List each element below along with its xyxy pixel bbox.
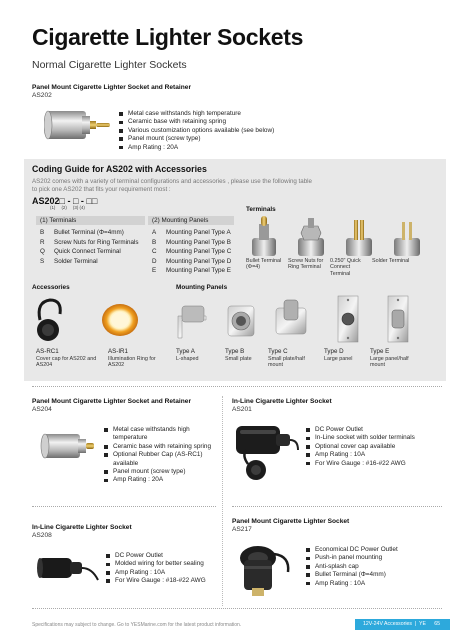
panel-key: B (152, 238, 157, 246)
as202-heading: Panel Mount Cigarette Lighter Socket and Retainer (32, 84, 192, 91)
panel-key: E (152, 267, 157, 274)
panel-label: Mounting Panel Type C (166, 248, 232, 255)
feature-item: For Wire Gauge : #18-#22 AWG (106, 577, 216, 585)
as201-code: AS201 (232, 406, 252, 413)
quick-connect-terminal-icon (346, 220, 372, 256)
terminal-key: B (40, 229, 45, 236)
as202-socket-image (44, 103, 112, 147)
page-subtitle: Normal Cigarette Lighter Sockets (32, 59, 187, 71)
feature-item: Metal case withstands high temperature (119, 110, 419, 118)
footer-section: 12V-24V Accessories | YE (363, 621, 426, 627)
feature-item: Panel mount (screw type) (104, 468, 216, 476)
as204-socket-image (38, 428, 96, 464)
as208-socket-image (36, 550, 100, 586)
feature-item: Various customization options available (see below) (119, 127, 419, 135)
terminal-label: Solder Terminal (54, 257, 98, 265)
feature-item: Amp Rating : 10A (106, 569, 216, 577)
panel-type-code: Type D (324, 348, 344, 355)
terminals-title: Terminals (246, 206, 276, 213)
panel-type-e-icon (388, 296, 408, 342)
panel-type-caption: Small plate (225, 356, 252, 362)
table-row (152, 257, 231, 267)
bullet-terminal-icon (252, 216, 276, 256)
terminal-caption: Bullet Terminal (Φ=4) (246, 258, 282, 271)
table-row (40, 228, 139, 238)
accessory-code: AS-RC1 (36, 348, 59, 355)
terminals-table-header: (1) Terminals (36, 216, 145, 225)
feature-item: Push-in panel mounting (306, 554, 442, 562)
feature-item: Molded wiring for better sealing (106, 560, 216, 568)
as204-features (104, 426, 216, 485)
terminal-key: Q (40, 248, 45, 255)
feature-item: Metal case withstands high temperature (104, 426, 216, 443)
panels-table-header: (2) Mounting Panels (148, 216, 234, 225)
section-divider (32, 386, 442, 387)
feature-item: Anti-splash cap (306, 563, 442, 571)
solder-terminal-icon (394, 222, 420, 256)
terminal-images (246, 216, 442, 260)
terminal-label: Screw Nuts for Ring Terminals (54, 238, 139, 246)
panel-type-d-icon (338, 296, 358, 342)
screw-nut-terminal-icon (298, 218, 324, 256)
panel-type-code: Type C (268, 348, 288, 355)
panel-type-code: Type A (176, 348, 195, 355)
accessory-caption: Illumination Ring for AS202 (108, 356, 156, 369)
panel-type-caption: Large panel (324, 356, 353, 362)
feature-item: Amp Rating : 10A (306, 580, 442, 588)
terminal-label: Bullet Terminal (Φ=4mm) (54, 229, 124, 236)
panel-label: Mounting Panel Type A (166, 229, 231, 236)
as204-heading: Panel Mount Cigarette Lighter Socket and Retainer (32, 398, 192, 405)
feature-item: Optional cover cap available (306, 443, 442, 451)
accessories-title: Accessories (32, 284, 70, 291)
table-row (152, 228, 231, 238)
footer-section-bar (355, 619, 450, 630)
feature-item: Amp Rating : 20A (104, 476, 216, 484)
mounting-panels-title: Mounting Panels (176, 284, 228, 291)
section-divider (32, 506, 216, 507)
table-row (40, 257, 139, 267)
feature-item: Bullet Terminal (Φ=4mm) (306, 571, 442, 579)
feature-item: DC Power Outlet (106, 552, 216, 560)
code-pattern: AS202□ - □ - □□ (32, 196, 98, 206)
feature-item: Amp Rating : 20A (119, 144, 419, 152)
feature-item: For Wire Gauge : #16-#22 AWG (306, 460, 442, 468)
feature-item: In-Line socket with solder terminals (306, 434, 442, 442)
panel-key: A (152, 229, 157, 236)
feature-item: Amp Rating : 10A (306, 451, 442, 459)
panel-label: Mounting Panel Type D (166, 257, 232, 265)
panel-type-code: Type E (370, 348, 390, 355)
as208-heading: In-Line Cigarette Lighter Socket (32, 524, 132, 531)
as204-code: AS204 (32, 406, 52, 413)
panel-label: Mounting Panel Type E (166, 267, 231, 274)
as201-features (306, 426, 442, 468)
table-row (152, 266, 231, 276)
panel-type-caption: Small plate/half mount (268, 356, 305, 369)
panel-key: D (152, 257, 157, 265)
section-divider (32, 608, 442, 609)
feature-item: Economical DC Power Outlet (306, 546, 442, 554)
panel-type-code: Type B (225, 348, 245, 355)
illumination-ring-icon (102, 304, 138, 336)
coding-guide-heading: Coding Guide for AS202 with Accessories (32, 164, 207, 174)
as217-socket-image (236, 542, 296, 598)
as217-heading: Panel Mount Cigarette Lighter Socket (232, 518, 350, 525)
column-divider (222, 396, 223, 606)
as217-code: AS217 (232, 526, 252, 533)
section-divider (232, 506, 442, 507)
terminal-caption: 0.250" Quick Connect Terminal (330, 258, 361, 277)
feature-item: Ceramic base with retaining spring (104, 443, 216, 451)
feature-item: DC Power Outlet (306, 426, 442, 434)
accessories-and-panels-images (32, 294, 442, 346)
panel-label: Mounting Panel Type B (166, 238, 231, 246)
terminal-caption: Solder Terminal (372, 258, 410, 264)
terminals-table (40, 228, 139, 266)
coding-guide-description: AS202 comes with a variety of terminal configurations and accessories , please use the following table to pick one AS202 that fits your requirement most : (32, 178, 312, 194)
as208-code: AS208 (32, 532, 52, 539)
terminal-key: R (40, 238, 45, 246)
footer-note: Specifications may subject to change. Go to YESMarine.com for the latest product information. (32, 622, 242, 628)
panel-type-caption: L-shaped (176, 356, 199, 362)
code-positions: (1) (2) (3) (4) (50, 205, 85, 210)
panel-type-a-icon (178, 306, 206, 338)
cover-cap-icon (37, 300, 60, 341)
table-row (152, 238, 231, 248)
table-row (40, 238, 139, 248)
feature-item: Ceramic base with retaining spring (119, 118, 419, 126)
table-row (40, 247, 139, 257)
as202-features (119, 110, 419, 152)
panel-type-caption: Large panel/half mount (370, 356, 409, 369)
terminal-label: Quick Connect Terminal (54, 248, 121, 255)
panel-type-c-icon (276, 300, 306, 334)
terminal-key: S (40, 257, 45, 265)
panel-type-b-icon (228, 306, 254, 336)
as208-features (106, 552, 216, 586)
table-row (152, 247, 231, 257)
feature-item: Optional Rubber Cap (AS-RC1) available (104, 451, 216, 468)
as201-heading: In-Line Cigarette Lighter Socket (232, 398, 332, 405)
as202-code: AS202 (32, 92, 52, 99)
as201-socket-image (232, 420, 300, 486)
feature-item: Panel mount (screw type) (119, 135, 419, 143)
page-title: Cigarette Lighter Sockets (32, 24, 304, 50)
page-number: 65 (434, 621, 440, 627)
accessory-code: AS-IR1 (108, 348, 128, 355)
panel-key: C (152, 248, 157, 255)
accessory-caption: Cover cap for AS202 and AS204 (36, 356, 97, 369)
as217-features (306, 546, 442, 588)
panels-table (152, 228, 231, 276)
terminal-caption: Screw Nuts for Ring Terminal (288, 258, 324, 271)
